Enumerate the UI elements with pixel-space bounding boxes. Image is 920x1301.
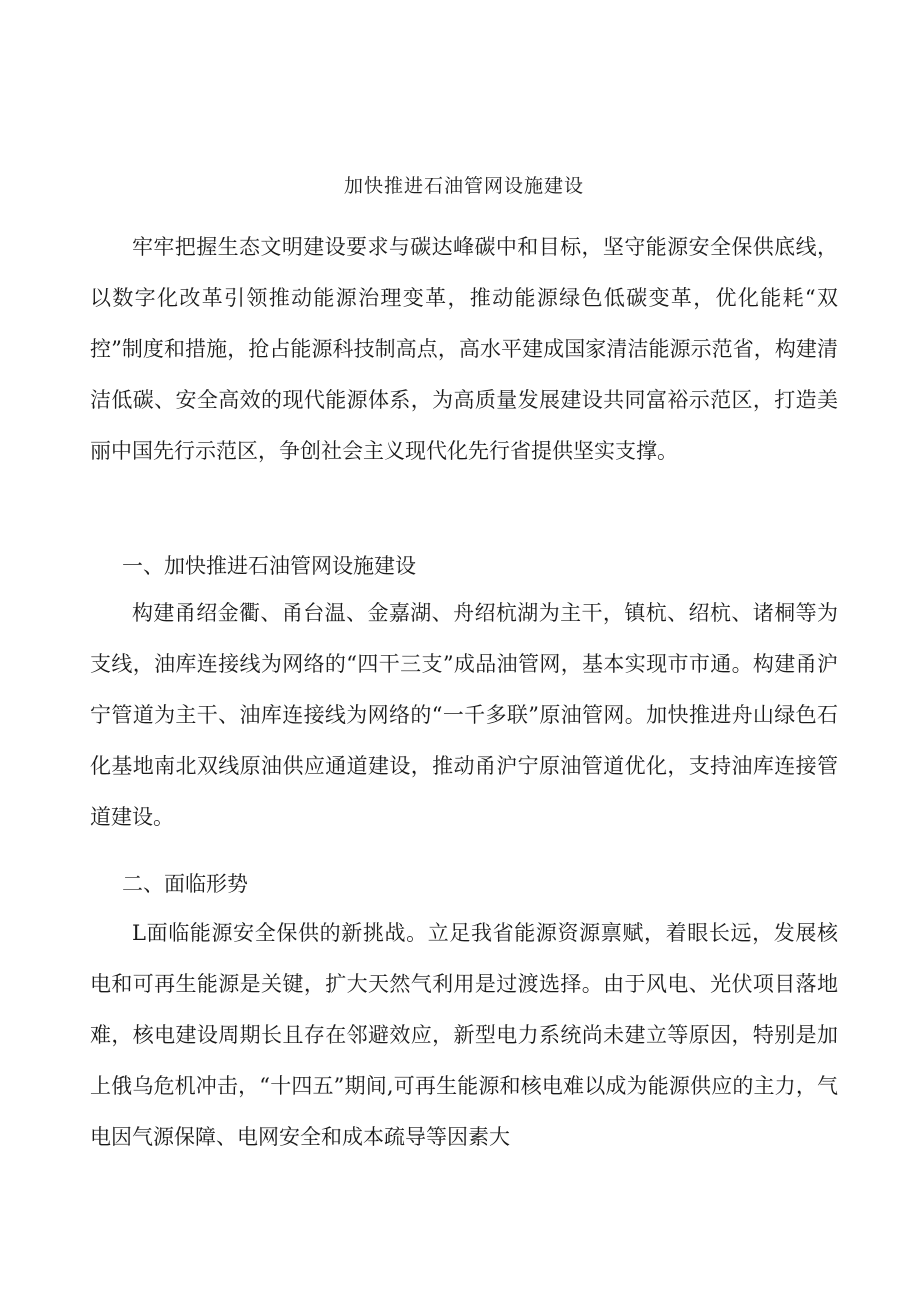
section-2-heading: 二、面临形势 xyxy=(122,872,248,896)
section-2-paragraph: L面临能源安全保供的新挑战。立足我省能源资源禀赋，着眼长远，发展核电和可再生能源是关键，扩大天然气利用是过渡选择。由于风电、光伏项目落地难，核电建设周期长且存在邻避效应，新型电力系统尚未建立等原因，特别是加上俄乌危机冲击，“十四五”期间,可再生能源和核电难以成为能源供应的主力，气电因气源保障、电网安全和成本疏导等因素大 xyxy=(90,921,838,1149)
intro-paragraph: 牢牢把握生态文明建设要求与碳达峰碳中和目标，坚守能源安全保供底线，以数字化改革引领推动能源治理变革，推动能源绿色低碳变革，优化能耗“双控”制度和措施，抢占能源科技制高点，高水平建成国家清洁能源示范省，构建清洁低碳、安全高效的现代能源体系，为高质量发展建设共同富裕示范区，打造美丽中国先行示范区，争创社会主义现代化先行省提供坚实支撑。 xyxy=(90,235,838,463)
document-title: 加快推进石油管网设施建设 xyxy=(343,175,584,197)
section-1-paragraph: 构建甬绍金衢、甬台温、金嘉湖、舟绍杭湖为主干，镇杭、绍杭、诸桐等为支线，油库连接线为网络的“四干三支”成品油管网，基本实现市市通。构建甬沪宁管道为主干、油库连接线为网络的“一千多联”原油管网。加快推进舟山绿色石化基地南北双线原油供应通道建设，推动甬沪宁原油管道优化，支持油库连接管道建设。 xyxy=(90,601,838,829)
section-1-heading: 一、加快推进石油管网设施建设 xyxy=(122,554,416,578)
